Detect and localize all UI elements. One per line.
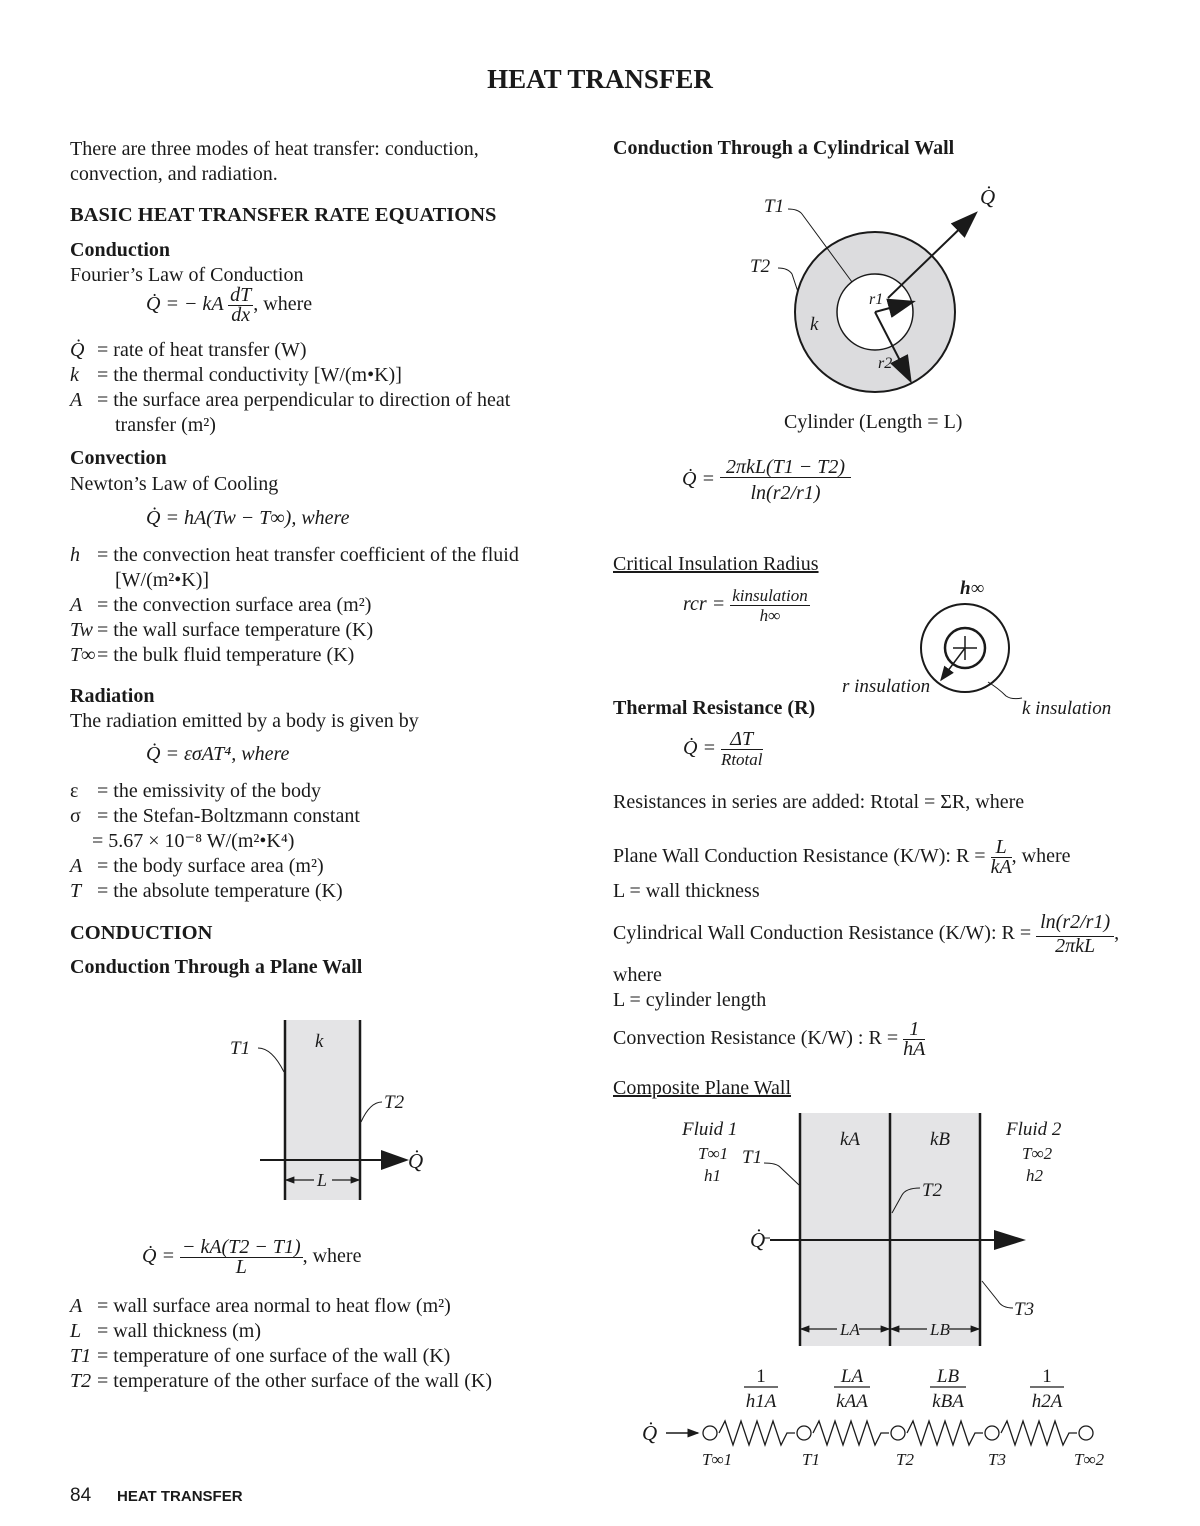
plane-resistance-def: L = wall thickness xyxy=(613,880,760,902)
plane-wall-heading: Conduction Through a Plane Wall xyxy=(70,956,363,978)
k-label: k xyxy=(315,1031,324,1052)
def-symbol: k xyxy=(70,364,79,386)
plane-eq-den: L xyxy=(235,1256,247,1278)
def-symbol: T∞ xyxy=(70,644,96,666)
t2-leader xyxy=(778,268,798,292)
k-label: k xyxy=(810,314,819,335)
node-tinf2 xyxy=(1079,1426,1093,1440)
def-text: = the thermal conductivity [W/(m•K)] xyxy=(97,364,402,386)
conv-res-num: 1 xyxy=(903,1020,925,1040)
convection-resistance xyxy=(613,1020,925,1059)
plane-resistance xyxy=(613,838,1071,877)
fourier-eq-num: dT xyxy=(230,284,252,306)
fourier-law-label: Fourier’s Law of Conduction xyxy=(70,264,304,286)
ka-label: kA xyxy=(840,1129,861,1150)
tinf1-label: T∞1 xyxy=(698,1144,729,1163)
fourier-eq-lhs: Q̇ = − kA xyxy=(146,293,224,316)
cylinder-equation xyxy=(682,458,851,503)
crit-eq-den: h∞ xyxy=(759,606,781,625)
cyl-res-num: ln(r2/r1) xyxy=(1036,913,1114,937)
radiation-equation: Q̇ = εσAT⁴, where xyxy=(146,743,290,765)
def-symbol: A xyxy=(70,1295,83,1317)
def-text: = the bulk fluid temperature (K) xyxy=(97,644,355,666)
cyl-eq-num: 2πkL(T1 − T2) xyxy=(720,458,851,478)
intro-line-1: There are three modes of heat transfer: conduction, xyxy=(70,138,479,160)
def-symbol: T xyxy=(70,880,82,902)
def-symbol: h xyxy=(70,544,80,566)
cyl-eq-lhs: Q̇ = xyxy=(682,468,715,491)
cyl-eq-den: ln(r2/r1) xyxy=(750,482,821,504)
la-label: LA xyxy=(840,1320,860,1339)
page-number: 84 xyxy=(70,1485,92,1506)
t1-label: T1 xyxy=(764,196,785,217)
res1-num: 1 xyxy=(756,1366,766,1387)
node-label-t3: T3 xyxy=(988,1450,1006,1469)
kb-label: kB xyxy=(930,1129,951,1150)
plane-eq-lhs: Q̇ = xyxy=(142,1245,175,1268)
def-text: = the absolute temperature (K) xyxy=(97,880,343,902)
resistance-fractions xyxy=(744,1366,1064,1412)
res3-den: kBA xyxy=(932,1391,964,1412)
def-text: = the wall surface temperature (K) xyxy=(97,619,374,641)
plane-wall-equation xyxy=(142,1238,361,1277)
t1-label: T1 xyxy=(230,1038,251,1059)
intro-line-2: convection, and radiation. xyxy=(70,163,278,185)
t2-label: T2 xyxy=(922,1180,943,1201)
def-text: = temperature of one surface of the wall (K) xyxy=(97,1345,451,1367)
radiation-heading: Radiation xyxy=(70,685,155,707)
fluid2-label: Fluid 2 xyxy=(1006,1119,1062,1140)
def-text: = wall surface area normal to heat flow (m²) xyxy=(97,1295,451,1317)
fourier-eq-den: dx xyxy=(231,304,251,326)
crit-eq-lhs: rcr = xyxy=(683,593,726,616)
res3-num: LB xyxy=(936,1366,960,1387)
k-insulation-leader xyxy=(988,682,1022,699)
fourier-eq-suffix: , where xyxy=(253,293,313,316)
r2-label: r2 xyxy=(878,355,893,372)
footer-title: HEAT TRANSFER xyxy=(117,1488,243,1505)
plane-wall-figure xyxy=(220,1010,450,1210)
t3-leader xyxy=(982,1281,1013,1308)
t3-label: T3 xyxy=(1014,1299,1035,1320)
node-label-t2: T2 xyxy=(896,1450,914,1469)
h2-label: h2 xyxy=(1026,1166,1043,1185)
t2-label: T2 xyxy=(384,1092,405,1113)
def-text: = the Stefan-Boltzmann constant xyxy=(97,805,360,827)
res2-num: LA xyxy=(840,1366,864,1387)
critical-radius-equation xyxy=(683,586,810,625)
def-symbol: A xyxy=(70,855,83,877)
insulation-figure xyxy=(830,570,1130,720)
convection-heading: Convection xyxy=(70,447,167,469)
r-insulation-label: r insulation xyxy=(842,676,931,697)
t2-leader xyxy=(361,1102,382,1122)
def-text: = the convection surface area (m²) xyxy=(97,594,372,616)
radiation-text: The radiation emitted by a body is given by xyxy=(70,710,419,732)
critical-radius-heading: Critical Insulation Radius xyxy=(613,553,819,575)
node-t1 xyxy=(797,1426,811,1440)
q-label: Q̇ xyxy=(980,185,996,209)
series-resistance-text: Resistances in series are added: Rtotal = ΣR, where xyxy=(613,791,1025,813)
cyl-res-label: Cylindrical Wall Conduction Resistance (K/W): R = xyxy=(613,922,1032,945)
def-text: [W/(m²•K)] xyxy=(115,569,210,591)
def-text: = the body surface area (m²) xyxy=(97,855,324,877)
def-text: = rate of heat transfer (W) xyxy=(97,339,307,361)
node-t3 xyxy=(985,1426,999,1440)
node-t2 xyxy=(891,1426,905,1440)
def-text: = the convection heat transfer coefficient of the fluid xyxy=(97,544,519,566)
def-symbol: A xyxy=(70,594,83,616)
res-eq-num: ΔT xyxy=(721,730,763,750)
newton-law-label: Newton’s Law of Cooling xyxy=(70,473,279,495)
def-symbol: ε xyxy=(70,780,79,802)
tinf2-label: T∞2 xyxy=(1022,1144,1053,1163)
basic-heading: BASIC HEAT TRANSFER RATE EQUATIONS xyxy=(70,204,497,226)
plane-res-suffix: , where xyxy=(1011,845,1071,868)
res4-num: 1 xyxy=(1042,1366,1052,1387)
node-label-tinf2: T∞2 xyxy=(1074,1450,1105,1469)
h1-label: h1 xyxy=(704,1166,721,1185)
res1-den: h1A xyxy=(745,1391,777,1412)
cylindrical-def: L = cylinder length xyxy=(613,989,767,1011)
cylindrical-resistance: Cylindrical Wall Conduction Resistance (K/W): R = $\frac{\ln(r2/r1)}{\text{2πkL}}$ , xyxy=(613,911,1120,957)
conduction-section-heading: CONDUCTION xyxy=(70,922,213,944)
plane-eq-suffix: , where xyxy=(302,1245,362,1268)
t1-label: T1 xyxy=(742,1147,763,1168)
composite-wall-figure xyxy=(630,1105,1130,1475)
composite-wall-heading: Composite Plane Wall xyxy=(613,1077,792,1099)
res4-den: h2A xyxy=(1031,1391,1063,1412)
cylinder-heading: Conduction Through a Cylindrical Wall xyxy=(613,137,955,159)
conduction-heading: Conduction xyxy=(70,239,171,261)
cylinder-figure xyxy=(740,182,1010,402)
q-label: Q̇ xyxy=(750,1228,766,1252)
t1-leader xyxy=(258,1048,284,1072)
def-symbol: A xyxy=(70,389,83,411)
node-label-tinf1: T∞1 xyxy=(702,1450,733,1469)
def-text: = 5.67 × 10⁻⁸ W/(m²•K⁴) xyxy=(92,830,295,852)
t1-leader xyxy=(764,1163,799,1185)
def-symbol: T1 xyxy=(70,1345,92,1367)
def-symbol: Tw xyxy=(70,619,93,641)
def-symbol: L xyxy=(70,1320,82,1342)
fourier-equation xyxy=(146,286,312,325)
t2-label: T2 xyxy=(750,256,771,277)
def-symbol: σ xyxy=(70,805,81,827)
k-insulation-label: k insulation xyxy=(1022,698,1112,719)
r1-label: r1 xyxy=(869,291,884,308)
chain-q-label: Q̇ xyxy=(642,1421,658,1445)
plane-res-den: kA xyxy=(990,856,1012,878)
plane-res-num: L xyxy=(991,838,1012,858)
def-symbol: T2 xyxy=(70,1370,92,1392)
page-title: HEAT TRANSFER xyxy=(487,64,713,94)
fluid1-label: Fluid 1 xyxy=(682,1119,738,1140)
def-text: = the emissivity of the body xyxy=(97,780,322,802)
res-eq-den: Rtotal xyxy=(720,750,763,769)
q-label: Q̇ xyxy=(408,1149,424,1173)
node-tinf1 xyxy=(703,1426,717,1440)
resistance-equation xyxy=(683,730,763,769)
thermal-resistance-heading: Thermal Resistance (R) xyxy=(613,697,816,719)
h-inf-label: h∞ xyxy=(960,578,985,599)
l-label: L xyxy=(317,1170,328,1190)
cylinder-caption: Cylinder (Length = L) xyxy=(784,411,963,433)
crit-eq-num: kinsulation xyxy=(732,586,808,605)
def-text: = temperature of the other surface of the wall (K) xyxy=(97,1370,492,1392)
node-label-t1: T1 xyxy=(802,1450,820,1469)
def-text: = wall thickness (m) xyxy=(97,1320,262,1342)
res-eq-lhs: Q̇ = xyxy=(683,737,716,760)
def-text: = the surface area perpendicular to direction of heat xyxy=(97,389,511,411)
res2-den: kAA xyxy=(836,1391,868,1412)
lb-label: LB xyxy=(930,1320,950,1339)
conv-res-den: hA xyxy=(903,1038,926,1060)
def-symbol: Q̇ xyxy=(70,339,85,361)
plane-res-label: Plane Wall Conduction Resistance (K/W): R = xyxy=(613,845,986,868)
cylindrical-where: where xyxy=(613,964,662,986)
newton-equation: Q̇ = hA(Tw − T∞), where xyxy=(146,507,350,529)
conv-res-label: Convection Resistance (K/W) : R = xyxy=(613,1027,899,1050)
cyl-res-den: 2πkL xyxy=(1055,935,1096,957)
def-text: transfer (m²) xyxy=(115,414,216,436)
plane-eq-num: − kA(T2 − T1) xyxy=(181,1236,301,1258)
